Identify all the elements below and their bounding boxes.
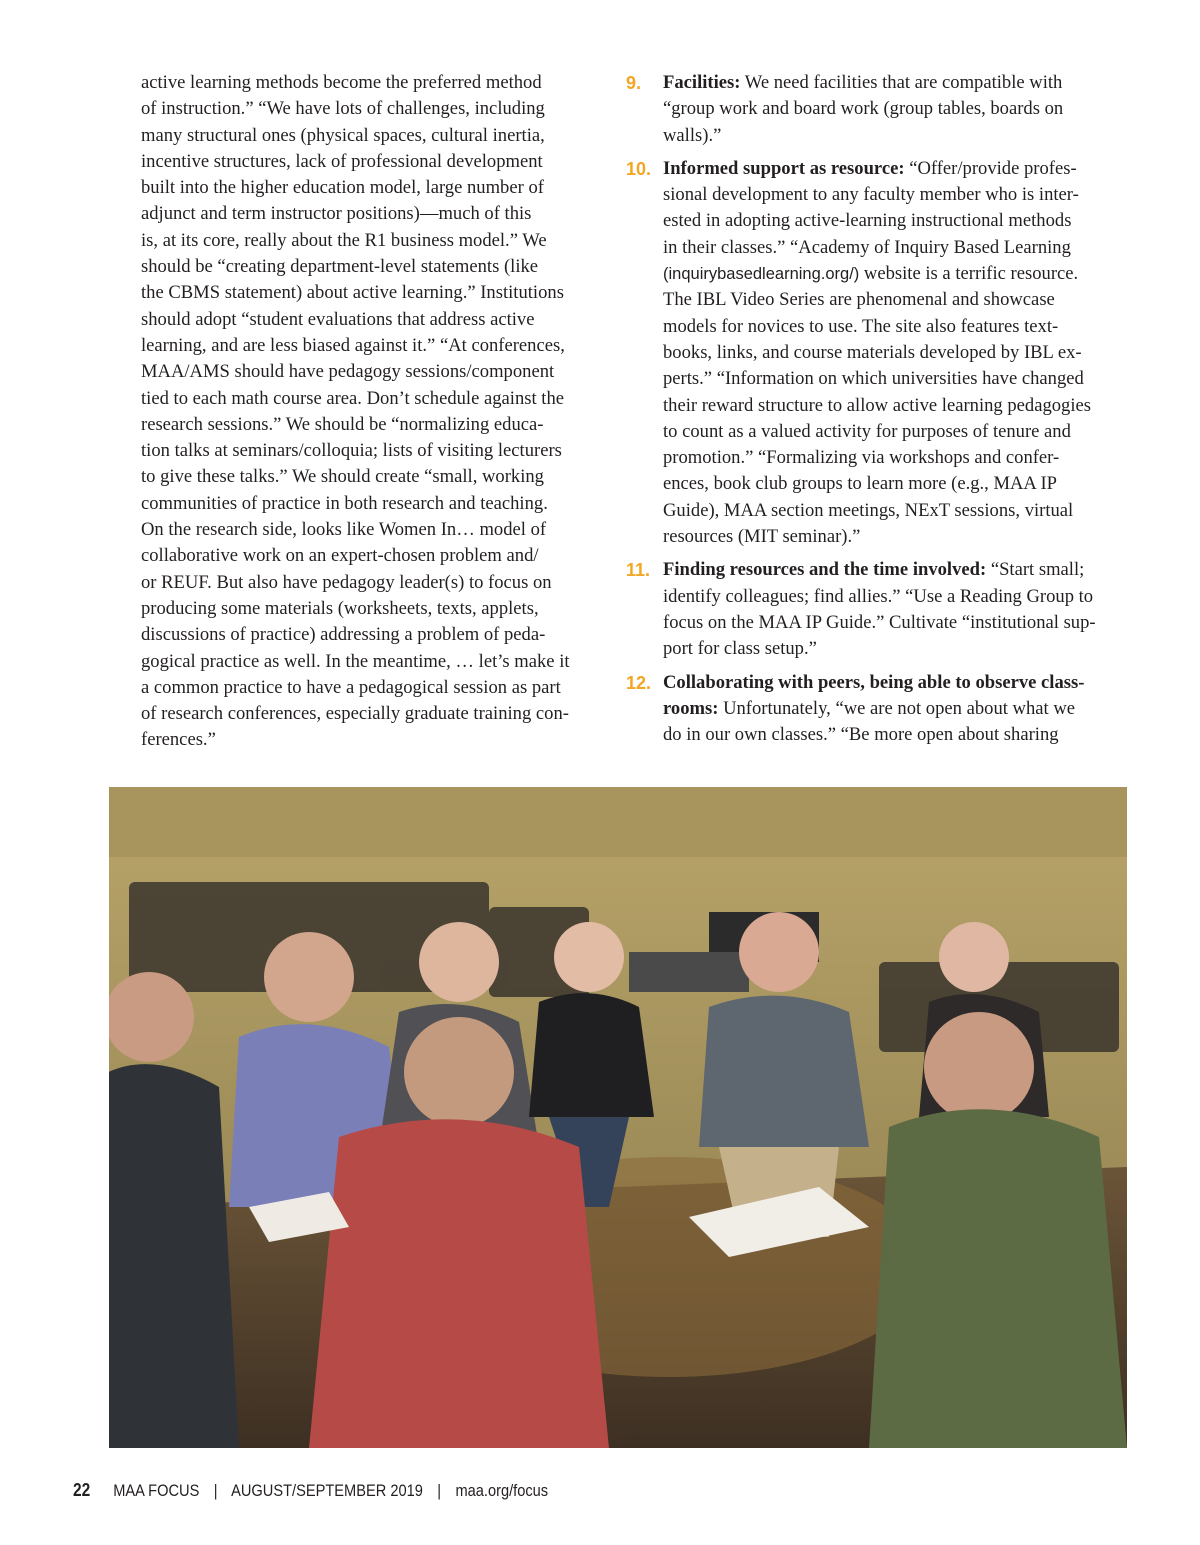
body-text-line: gogical practice as well. In the meantime, … let’s make it [141,650,570,672]
body-text-line: research sessions.” We should be “normalizing educa- [141,413,544,435]
item-text-line: ested in adopting active-learning instructional methods [663,210,1072,232]
body-text-line: ferences.” [141,729,216,751]
item-number: 12. [626,672,652,693]
item-heading: Collaborating with peers, being able to observe class- [663,671,1085,693]
footer-separator: | [437,1481,442,1500]
body-text-line: adjunct and term instructor positions)—much of this [141,203,532,225]
item-text-line: The IBL Video Series are phenomenal and showcase [663,289,1055,311]
magazine-name: MAA FOCUS [113,1481,200,1500]
left-column [141,70,603,754]
list-item-10: 10. Informed support as resource: “Offer/provide profes- sional development to any faculty member who is inter- ested in adopting active-learning instructional methods in their classes.” “Academy of Inquiry Based Learning (inquirybasedlearning.org/) website is a terrific resource. The IBL Video Series are phenomenal and showcase models for novices to use. The site also features text- books, links, and course materials developed by IBL ex- perts.” “Information on which universities have changed their reward structure to allow active learning pedagogies to count as a valued activity for purposes of tenure and promotion.” “Formalizing via workshops and confer- ences, book club groups to learn more (e.g., MAA IP Guide), MAA section meetings, NExT sessions, virtual resources (MIT seminar).” [626,156,1131,550]
body-text-line: should be “creating department-level statements (like [141,256,539,278]
body-text-line: communities of practice in both research and teaching. [141,492,548,514]
body-text-line: is, at its core, really about the R1 business model.” We [141,229,547,251]
item-text-line: identify colleagues; find allies.” “Use a Reading Group to [663,585,1094,607]
page-number: 22 [73,1480,91,1500]
body-text-line: active learning methods become the preferred method [141,72,542,93]
body-text-line: discussions of practice) addressing a problem of peda- [141,624,546,646]
item-text-line: their reward structure to allow active learning pedagogies [663,394,1092,416]
list-item-9: 9. Facilities: We need facilities that are compatible with “group work and board work (group tables, boards on walls).” [626,70,1131,149]
item-text-line: perts.” “Information on which universities have changed [663,368,1084,390]
body-text-line: the CBMS statement) about active learning.” Institutions [141,282,564,304]
body-text-line: tied to each math course area. Don’t schedule against the [141,387,565,409]
right-column [626,70,1131,755]
item-number: 11. [626,560,651,581]
item-number: 10. [626,158,652,179]
body-text-line: producing some materials (worksheets, texts, applets, [141,597,539,619]
item-text-line: books, links, and course materials developed by IBL ex- [663,341,1082,363]
body-text-line: of instruction.” “We have lots of challenges, including [141,98,545,120]
list-item-11: 11. Finding resources and the time involved: “Start small; identify colleagues; find allies.” “Use a Reading Group to focus on the MAA IP Guide.” Cultivate “institutional sup- port for class setup.” [626,557,1131,662]
item-heading: Informed support as resource: [663,157,905,179]
item-text-line: models for novices to use. The site also features text- [663,315,1059,337]
left-column-text [141,70,603,754]
item-heading: Facilities: [663,72,741,93]
item-text-line: Guide), MAA section meetings, NExT sessions, virtual [663,499,1074,521]
body-text-line: a common practice to have a pedagogical session as part [141,676,561,698]
item-heading: Finding resources and the time involved: [663,559,987,581]
footer-url[interactable]: maa.org/focus [455,1481,549,1500]
group-discussion-photo [109,787,1127,1448]
item-text-line: to count as a valued activity for purposes of tenure and [663,420,1071,442]
body-text-line: many structural ones (physical spaces, cultural inertia, [141,124,545,146]
item-text-line: ences, book club groups to learn more (e.g., MAA IP [663,473,1058,495]
item-text-line: promotion.” “Formalizing via workshops and confer- [663,447,1060,469]
item-text-line: resources (MIT seminar).” [663,526,861,548]
body-text-line: incentive structures, lack of professional development [141,150,543,172]
website-link[interactable]: (inquirybasedlearning.org/) [663,265,860,284]
footer-separator: | [213,1481,218,1500]
item-text-line: port for class setup.” [663,638,817,660]
item-text-line: walls).” [663,124,722,146]
issue-date: AUGUST/SEPTEMBER 2019 [231,1481,423,1500]
item-heading-continued: rooms: [663,697,719,719]
body-text-line: MAA/AMS should have pedagogy sessions/component [141,361,555,383]
body-text-line: built into the higher education model, large number of [141,177,544,199]
item-text-line: focus on the MAA IP Guide.” Cultivate “institutional sup- [663,611,1096,633]
list-item-12: 12. Collaborating with peers, being able to observe class- rooms: Unfortunately, “we are not open about what we do in our own classes.” “Be more open about sharing [626,670,1131,749]
item-text-line: sional development to any faculty member who is inter- [663,184,1079,206]
body-text-line: should adopt “student evaluations that address active [141,308,535,330]
page-footer [73,1480,548,1501]
body-text-line: or REUF. But also have pedagogy leader(s) to focus on [141,571,552,593]
body-text-line: of research conferences, especially graduate training con- [141,703,569,725]
item-text-line: do in our own classes.” “Be more open about sharing [663,724,1059,746]
body-text-line: to give these talks.” We should create “small, working [141,466,544,488]
body-text-line: collaborative work on an expert-chosen problem and/ [141,545,539,567]
item-text-line: in their classes.” “Academy of Inquiry Based Learning [663,236,1071,258]
item-number: 9. [626,73,642,93]
body-text-line: learning, and are less biased against it.” “At conferences, [141,334,565,356]
body-text-line: tion talks at seminars/colloquia; lists of visiting lecturers [141,440,562,462]
body-text-line: On the research side, looks like Women In… model of [141,519,547,541]
item-text-line: “group work and board work (group tables, boards on [663,98,1064,120]
